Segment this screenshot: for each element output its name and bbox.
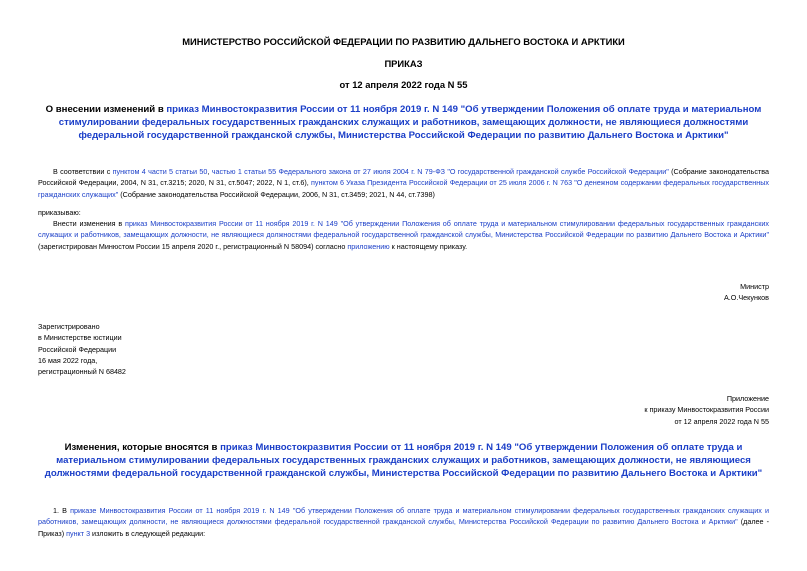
appendix-line: Приложение (726, 394, 769, 403)
item1-link-1[interactable]: приказе Минвостокразвития России от 11 ноября 2019 г. N 149 "Об утверждении Положения об оплате труда и материальном стимулировании федеральных государственных гражданских служащих и работников, замещающих должности, не являющиеся должностями федеральной государственной гражданской службы, Министерства Российской Федерации по развитию Дальнего Востока и Арктики" (38, 506, 769, 527)
order-title (40, 103, 767, 142)
item1-text-1: 1. В (53, 506, 71, 515)
item1-text-2: (далее - Приказ) (38, 517, 769, 538)
order-text-1: Внести изменения в (53, 219, 126, 228)
appendix-block (470, 393, 769, 427)
registration-line: Зарегистрировано (38, 322, 100, 331)
registration-block (38, 321, 126, 377)
registration-line: 16 мая 2022 года, (38, 355, 98, 365)
basis-link-1[interactable]: пунктом 4 части 5 статьи 50 (112, 167, 208, 176)
document-type: ПРИКАЗ (384, 58, 423, 69)
order-title-link[interactable]: приказ Минвостокразвития России от 11 ноября 2019 г. N 149 "Об утверждении Положения об оплате труда и материальном стимулировании федеральных государственных гражданских служащих и работников, замещающих должности, не являющиеся должностями федеральной государственной гражданской службы, Министерства Российской Федерации по развитию Дальнего Востока и Арктики" (58, 104, 762, 141)
ministry-name: МИНИСТЕРСТВО РОССИЙСКОЙ ФЕДЕРАЦИИ ПО РАЗВИТИЮ ДАЛЬНЕГО ВОСТОКА И АРКТИКИ (182, 36, 625, 47)
changes-title-link[interactable]: приказ Минвостокразвития России от 11 ноября 2019 г. N 149 "Об утверждении Положения об оплате труда и материальном стимулировании федеральных государственных гражданских служащих и работников, замещающих должности, не являющиеся должностями федеральной государственной гражданской службы, Министерства Российской Федерации по развитию Дальнего Востока и Арктики" (44, 442, 763, 479)
order-link-appendix[interactable]: приложению (347, 241, 390, 251)
basis-text-4: (Собрание законодательства Российской Федерации, 2006, N 31, ст.3459; 2021, N 44, ст.7398) (118, 189, 435, 199)
order-title-prefix: О внесении изменений в (45, 104, 167, 115)
basis-text-1: В соответствии с (53, 167, 113, 176)
order-paragraph (38, 218, 769, 252)
basis-text-2: , (207, 167, 212, 176)
document-date-number: от 12 апреля 2022 года N 55 (339, 79, 468, 90)
basis-link-2[interactable]: частью 1 статьи 55 Федерального закона от 27 июля 2004 г. N 79-ФЗ "О государственной гражданской службе Российской Федерации" (211, 167, 669, 176)
order-word: приказываю: (38, 208, 81, 217)
signature-position: Министр (740, 282, 769, 291)
signature-name: А.О.Чекунков (724, 293, 769, 303)
item1-text-3: изложить в следующей редакции: (90, 528, 206, 538)
registration-line: Российской Федерации (38, 344, 117, 354)
order-link-1[interactable]: приказ Минвостокразвития России от 11 ноября 2019 г. N 149 "Об утверждении Положения об оплате труда и материальном стимулировании федеральных государственных гражданских служащих и работников, замещающих должности, не являющиеся должностями федеральной государственной гражданской службы, Министерства Российской Федерации по развитию Дальнего Востока и Арктики" (38, 219, 770, 240)
registration-line: регистрационный N 68482 (38, 367, 126, 377)
order-text-2: (зарегистрирован Минюстом России 15 апреля 2020 г., регистрационный N 58094) согласно (38, 241, 348, 251)
appendix-line: от 12 апреля 2022 года N 55 (674, 416, 769, 426)
basis-text-3: (Собрание законодательства Российской Федерации, 2004, N 31, ст.3215; 2020, N 31, ст.5047; 2022, N 1, ст.6), (38, 167, 769, 188)
order-text-3: к настоящему приказу. (389, 241, 468, 251)
basis-paragraph (38, 166, 769, 200)
item1-link-2[interactable]: пункт 3 (66, 528, 91, 538)
basis-link-3[interactable]: пунктом 6 Указа Президента Российской Федерации от 25 июля 2006 г. N 763 "О денежном содержании федеральных государственных гражданских служащих" (38, 178, 769, 199)
appendix-line: к приказу Минвостокразвития России (644, 405, 769, 415)
item-1-paragraph (38, 505, 769, 539)
changes-title (40, 441, 767, 480)
signature-block (500, 281, 769, 304)
registration-line: в Министерстве юстиции (38, 333, 122, 343)
changes-title-prefix: Изменения, которые вносятся в (64, 442, 221, 453)
